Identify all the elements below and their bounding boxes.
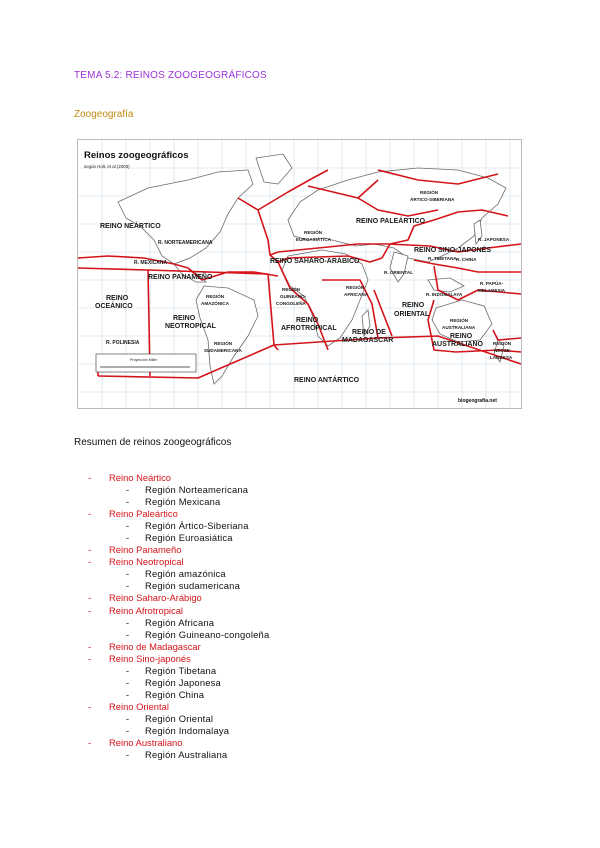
label-saharo: REINO SAHARO-ARÁBICO <box>270 258 360 265</box>
kingdom-item: - Reino Saharo-Arábigo <box>88 592 269 604</box>
label-guineano-3: CONGOLEÑA <box>276 301 306 306</box>
label-tibetana: R. TIBETANA <box>428 256 457 261</box>
map-svg <box>78 140 521 408</box>
label-oriental-r: R. ORIENTAL <box>384 270 414 275</box>
label-afrotropical-1: REINO <box>296 317 319 324</box>
label-artico-2: ÁRTICO-SIBERIANA <box>410 197 455 202</box>
section-subtitle: Zoogeografía <box>74 109 134 120</box>
map-credit: biogeografia.net <box>458 398 497 404</box>
label-neotropical-1: REINO <box>173 315 196 322</box>
region-item: - Región Guineano-congoleña <box>88 629 269 641</box>
label-amazonica-2: AMAZÓNICA <box>201 301 230 306</box>
label-japonesa: R. JAPONESA <box>478 237 510 242</box>
label-artico-1: REGIÓN <box>420 190 439 195</box>
label-neozelandesa-3: LANDESA <box>490 355 513 360</box>
label-oceanico-2: OCEÁNICO <box>95 303 133 310</box>
label-africana-2: AFRICANA <box>344 292 368 297</box>
region-item: - Región China <box>88 689 269 701</box>
continents <box>118 154 506 384</box>
label-euroasiatica-1: REGIÓN <box>304 230 323 235</box>
label-sudamericana-2: SUDAMERICANA <box>204 348 242 353</box>
kingdom-list <box>88 472 269 761</box>
label-polinesia: R. POLINESIA <box>106 340 140 346</box>
label-sudamericana-1: REGIÓN <box>214 341 233 346</box>
label-oceanico-1: REINO <box>106 295 129 302</box>
region-item: - Región Australiana <box>88 749 269 761</box>
label-papua-2: MELANESIA <box>478 288 506 293</box>
india <box>390 252 408 282</box>
label-norteamericana: R. NORTEAMERICANA <box>158 240 213 246</box>
scale-box <box>96 354 196 372</box>
label-neozelandesa-2: NEOZE- <box>494 348 512 353</box>
label-guineano-2: GUINEANO- <box>280 294 307 299</box>
summary-heading: Resumen de reinos zoogeográficos <box>74 437 232 448</box>
label-china: R. CHINA <box>456 257 477 262</box>
region-item: - Región Indomalaya <box>88 725 269 737</box>
kingdom-item: - Reino Panameño <box>88 544 269 556</box>
region-item: - Región amazónica <box>88 568 269 580</box>
label-antartico: REINO ANTÁRTICO <box>294 377 360 384</box>
kingdom-item: - Reino Paleártico <box>88 508 269 520</box>
label-afrotropical-2: AFROTROPICAL <box>281 325 337 332</box>
label-neartico: REINO NEÁRTICO <box>100 223 161 230</box>
label-papua-1: R. PAPÚA- <box>480 281 504 286</box>
region-item: - Región Ártico-Siberiana <box>88 520 269 532</box>
label-madagascar-2: MADAGASCAR <box>342 337 394 344</box>
kingdom-item: - Reino de Madagascar <box>88 641 269 653</box>
zoogeographic-map <box>77 139 522 409</box>
kingdom-item: - Reino Oriental <box>88 701 269 713</box>
region-item: - Región Tibetana <box>88 665 269 677</box>
label-australiana-2: AUSTRALIANA <box>442 325 476 330</box>
label-australiana-1: REGIÓN <box>450 318 469 323</box>
label-oriental-1: REINO <box>402 302 425 309</box>
label-africana-1: REGIÓN <box>346 285 365 290</box>
label-panameno: REINO PANAMEÑO <box>148 274 213 281</box>
kingdom-item: - Reino Sino-japonés <box>88 653 269 665</box>
region-item: - Región Norteamericana <box>88 484 269 496</box>
map-source-line: según Holt, et al (2003) <box>84 164 130 169</box>
label-amazonica-1: REGIÓN <box>206 294 225 299</box>
page-title: TEMA 5.2: REINOS ZOOGEOGRÁFICOS <box>74 70 267 81</box>
label-oriental-2: ORIENTAL <box>394 311 430 318</box>
label-neotropical-2: NEOTROPICAL <box>165 323 216 330</box>
label-neozelandesa-1: REGIÓN <box>493 341 512 346</box>
region-item: - Región sudamericana <box>88 580 269 592</box>
kingdom-item: - Reino Neotropical <box>88 556 269 568</box>
label-guineano-1: REGIÓN <box>282 287 301 292</box>
scale-label: Proyección Miller <box>130 358 158 362</box>
label-madagascar-1: REINO DE <box>352 329 386 336</box>
greenland <box>256 154 292 184</box>
region-item: - Región Mexicana <box>88 496 269 508</box>
region-item: - Región Africana <box>88 617 269 629</box>
kingdom-item: - Reino Neártico <box>88 472 269 484</box>
label-euroasiatica-2: EUROASIÁTICA <box>296 237 331 242</box>
label-indomalaya: R. INDOMALAYA <box>426 292 463 297</box>
region-item: - Región Euroasiática <box>88 532 269 544</box>
label-australiano-1: REINO <box>450 333 473 340</box>
region-item: - Región Oriental <box>88 713 269 725</box>
north-america <box>118 170 253 264</box>
label-sinojapones: REINO SINO-JAPONÉS <box>414 247 492 254</box>
label-paleartico: REINO PALEÁRTICO <box>356 218 426 225</box>
region-item: - Región Japonesa <box>88 677 269 689</box>
label-mexicana: R. MEXICANA <box>134 260 168 266</box>
map-title: Reinos zoogeográficos <box>84 150 189 161</box>
kingdom-item: - Reino Afrotropical <box>88 605 269 617</box>
label-australiano-2: AUSTRALIANO <box>432 341 483 348</box>
kingdom-item: - Reino Australiano <box>88 737 269 749</box>
